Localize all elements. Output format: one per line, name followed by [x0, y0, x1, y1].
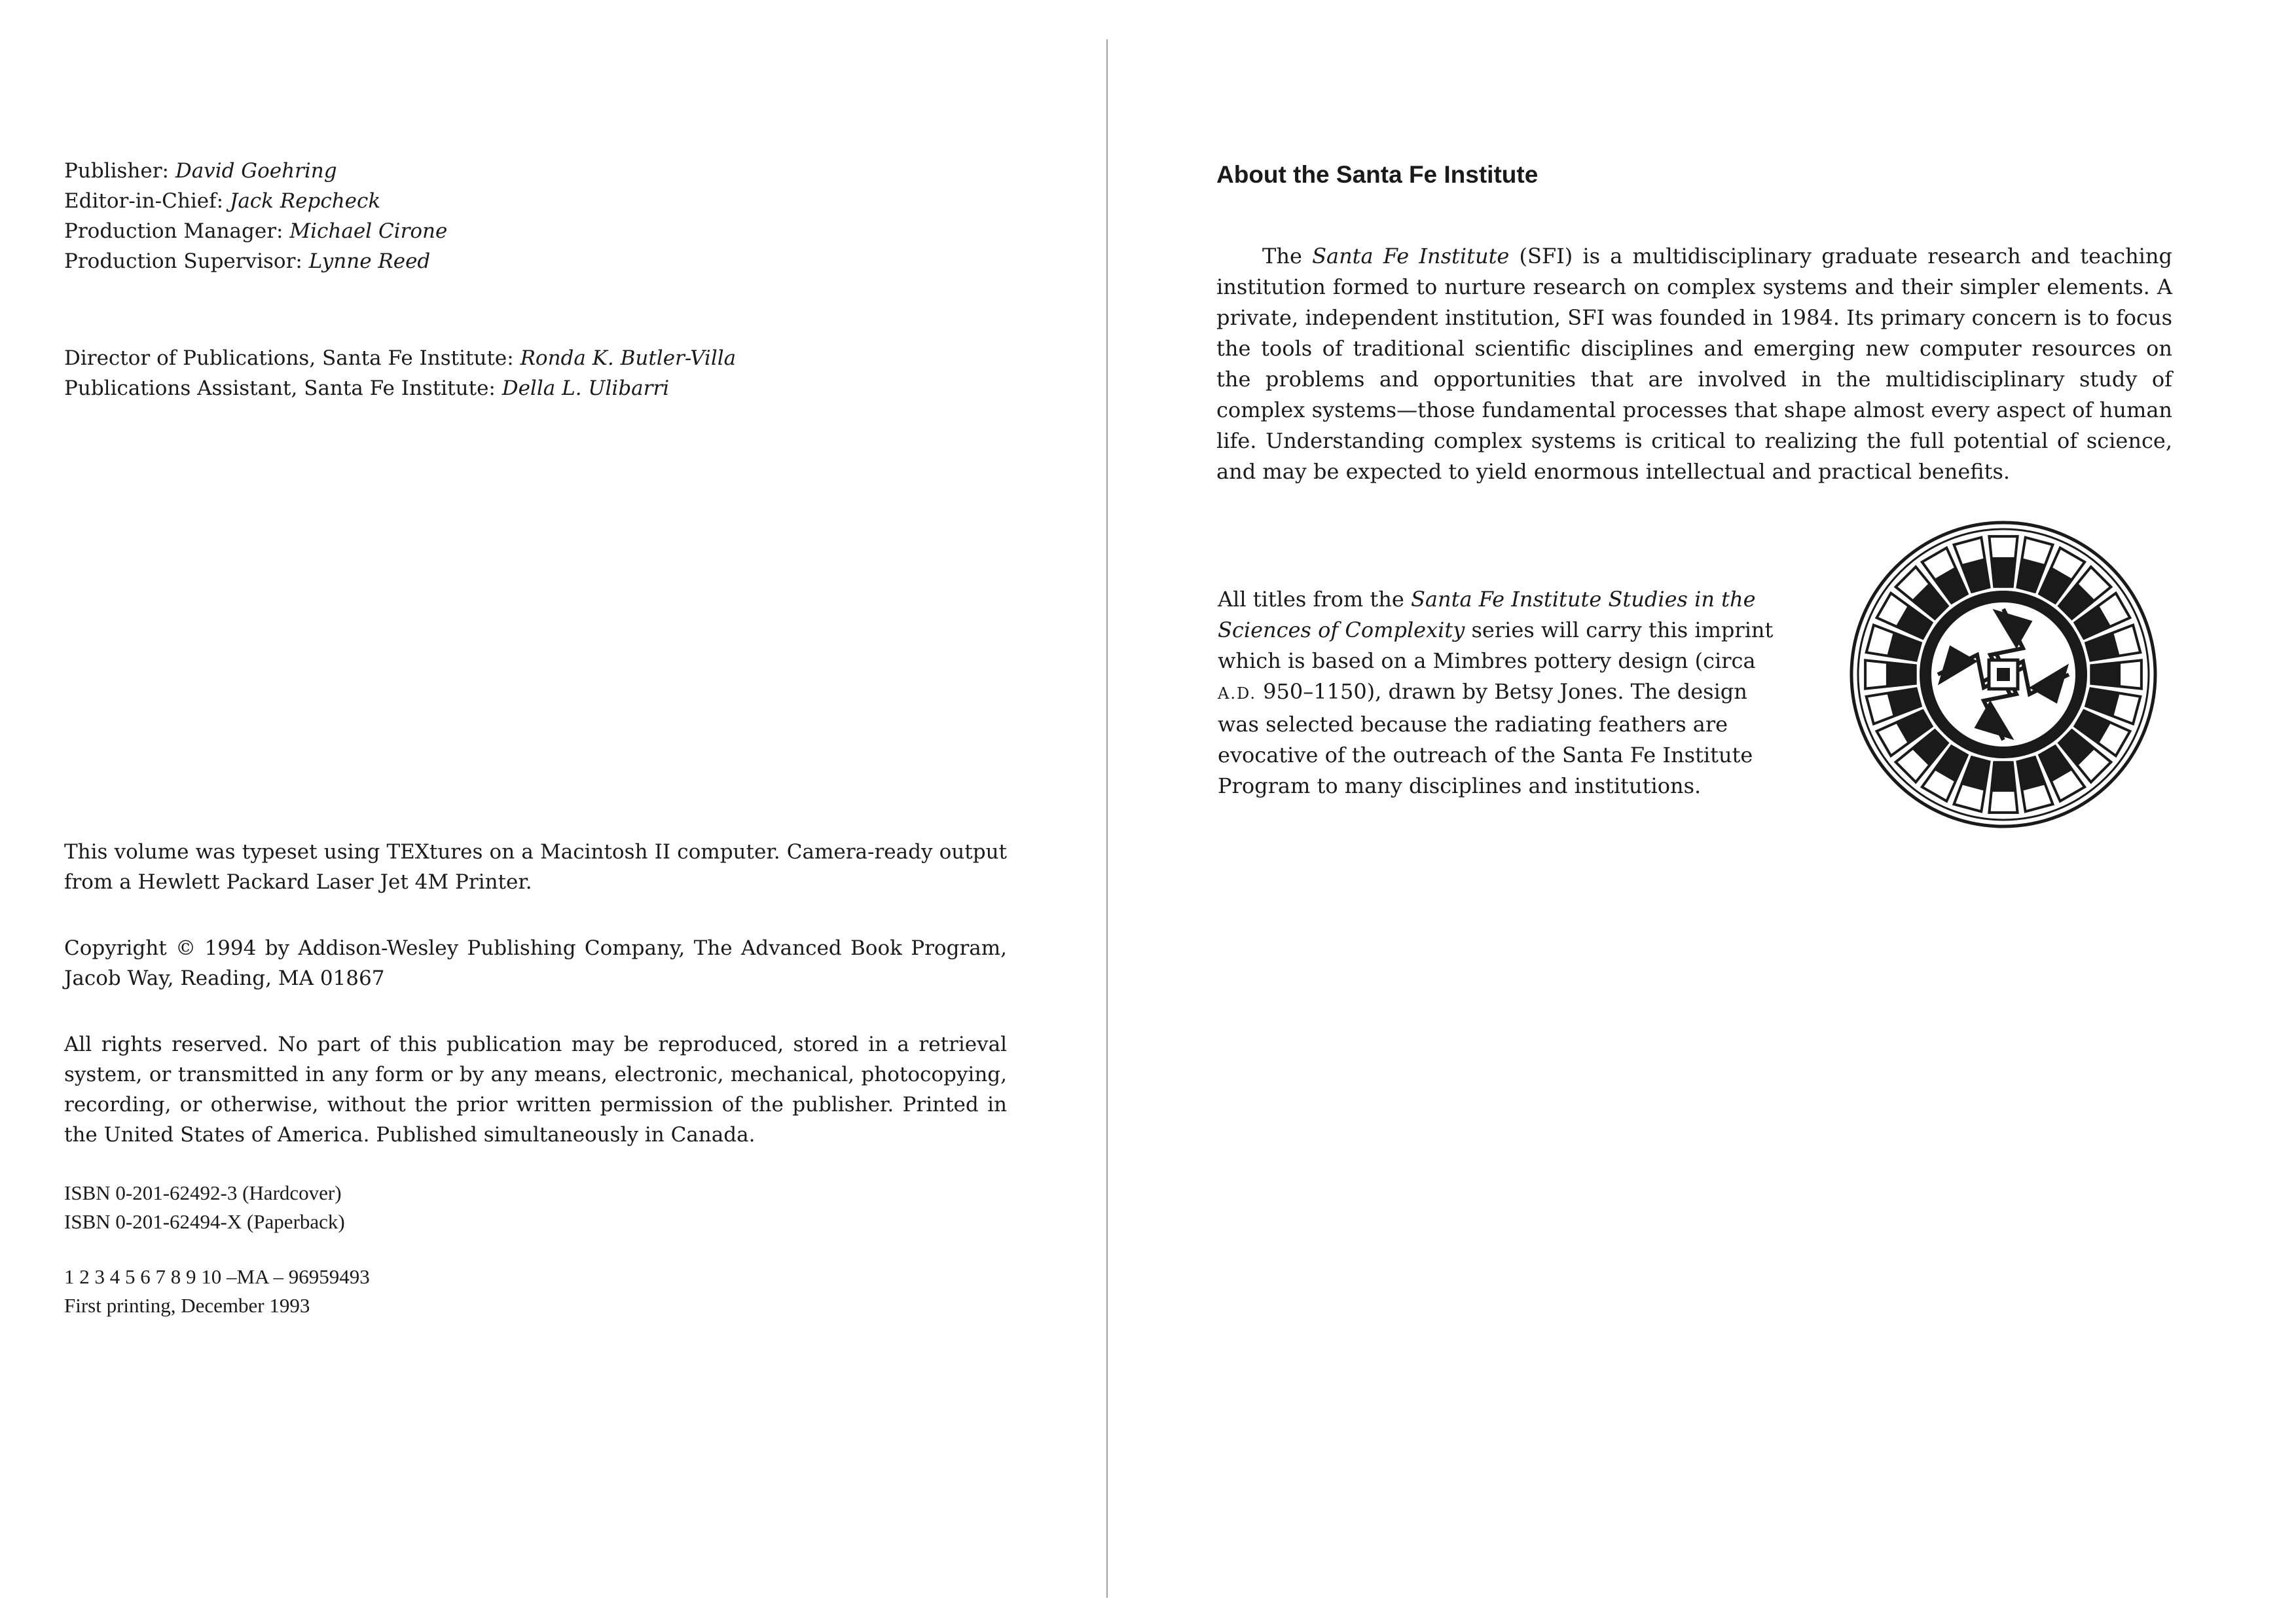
copyright-note: Copyright © 1994 by Addison-Wesley Publishing Company, The Advanced Book Program, Jacob Way, Reading, MA 01867	[64, 936, 1007, 990]
imprint-paragraph: All titles from the Santa Fe Institute Studies in the Sciences of Complexity series will carry this imprint which is based on a Mimbres pottery design (circa A.D. 950–1150), drawn by Betsy Jones. The design was selected because the radiating feathers are evocative of the outreach of the Santa Fe Institute Program to many disciplines and institutions.	[1218, 587, 1774, 798]
isbn-hardcover: ISBN 0-201-62492-3 (Hardcover)	[64, 1181, 342, 1204]
left-page	[0, 0, 1113, 1624]
isbn-list	[64, 1179, 345, 1236]
feather-shaft	[2091, 663, 2121, 687]
first-printing-date: First printing, December 1993	[64, 1294, 310, 1317]
credit-production-manager: Production Manager: Michael Cirone	[64, 219, 448, 243]
sfi-credits	[64, 343, 736, 403]
feather-shaft	[1992, 762, 2016, 792]
mimbres-emblem-icon	[1846, 517, 2160, 832]
isbn-paperback: ISBN 0-201-62494-X (Paperback)	[64, 1210, 345, 1233]
credit-production-supervisor: Production Supervisor: Lynne Reed	[64, 249, 431, 273]
credit-publisher: Publisher: David Goehring	[64, 159, 337, 183]
credit-publications-assistant: Publications Assistant, Santa Fe Institute: Della L. Ulibarri	[64, 377, 670, 400]
feather-shaft	[1992, 557, 2016, 587]
production-credits	[64, 156, 447, 276]
credit-director-publications: Director of Publications, Santa Fe Institute: Ronda K. Butler-Villa	[64, 346, 737, 370]
rights-note: All rights reserved. No part of this publication may be reproduced, stored in a retrieval system, or transmitted in any form or by any means, electronic, mechanical, photocopying, recording, or otherwise, without the prior written permission of the publisher. Printed in the United States of America. Published simultaneously in Canada.	[64, 1033, 1007, 1147]
printing-info	[64, 1263, 370, 1320]
feather-shaft	[1886, 663, 1916, 687]
page-title: About the Santa Fe Institute	[1216, 161, 1539, 188]
typeset-note: This volume was typeset using TEXtures on a Macintosh II computer. Camera-ready output from a Hewlett Packard Laser Jet 4M Printer.	[64, 840, 1007, 894]
page-gutter-divider	[1106, 39, 1108, 1598]
credit-editor: Editor-in-Chief: Jack Repcheck	[64, 189, 381, 213]
about-paragraph: The Santa Fe Institute (SFI) is a multidisciplinary graduate research and teaching institution formed to nurture research on complex systems and their simpler elements. A private, independent institution, SFI was founded in 1984. Its primary concern is to focus the tools of traditional scientific disciplines and emerging new computer resources on the problems and opportunities that are involved in the multidisciplinary study of complex systems—those fundamental processes that shape almost every aspect of human life. Understanding complex systems is critical to realizing the full potential of science, and may be expected to yield enormous intellectual and practical benefits.	[1216, 244, 2173, 484]
right-page	[1126, 0, 2296, 1624]
printing-number-line: 1 2 3 4 5 6 7 8 9 10 –MA – 96959493	[64, 1265, 370, 1288]
